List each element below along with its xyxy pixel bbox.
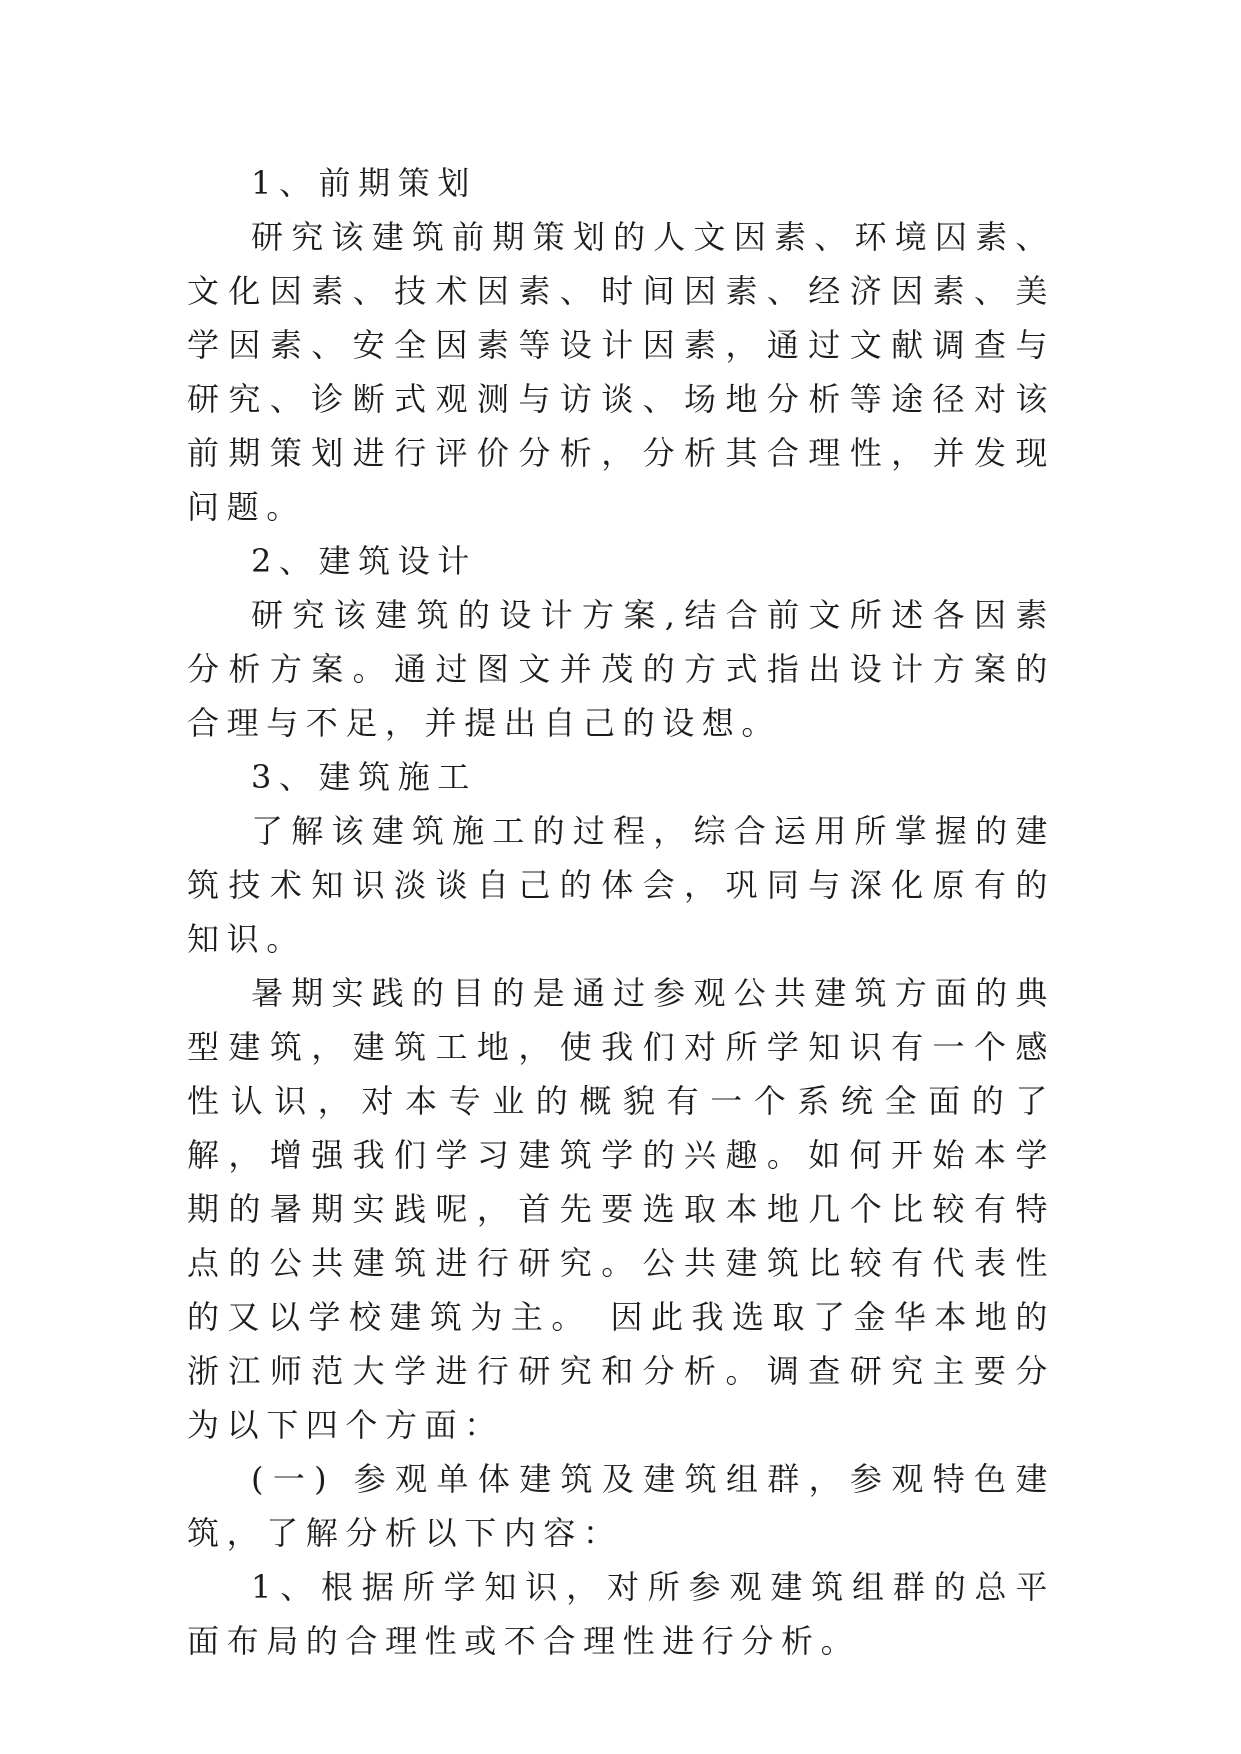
- section-heading-design: 2、建筑设计: [251, 542, 477, 580]
- document-body: [187, 156, 1055, 1668]
- section-heading-planning: 1、前期策划: [251, 164, 477, 202]
- paragraph-design: 研究该建筑的设计方案,结合前文所述各因素分析方案。通过图文并茂的方式指出设计方案的合理与不足，并提出自己的设想。: [187, 596, 1055, 742]
- paragraph-planning: 研究该建筑前期策划的人文因素、环境囚素、文化因素、技术因素、时间因素、经济因素、美学因素、安全因素等设计因素，通过文献调查与研究、诊断式观测与访谈、场地分析等途径对该前期策划进行评价分析，分析其合理性，并发现问题。: [187, 218, 1055, 526]
- section-heading-construction: 3、建筑施工: [251, 758, 477, 796]
- paragraph-construction: 了解该建筑施工的过程，综合运用所掌握的建筑技术知识淡谈自己的体会，巩同与深化原有的知识。: [187, 812, 1055, 958]
- paragraph-site-layout: 1、根据所学知识，对所参观建筑组群的总平面布局的合理性或不合理性进行分析。: [187, 1568, 1055, 1660]
- paragraph-visit-buildings: (一) 参观单体建筑及建筑组群，参观特色建筑，了解分析以下内容：: [187, 1460, 1055, 1552]
- paragraph-summer-practice: 暑期实践的目的是通过参观公共建筑方面的典型建筑，建筑工地，使我们对所学知识有一个感性认识，对本专业的概貌有一个系统全面的了解，增强我们学习建筑学的兴趣。如何开始本学期的暑期实践呢，首先要选取本地几个比较有特点的公共建筑进行研究。公共建筑比较有代表性的又以学校建筑为主。 因此我选取了金华本地的浙江师范大学进行研究和分析。调查研究主要分为以下四个方面：: [187, 974, 1055, 1444]
